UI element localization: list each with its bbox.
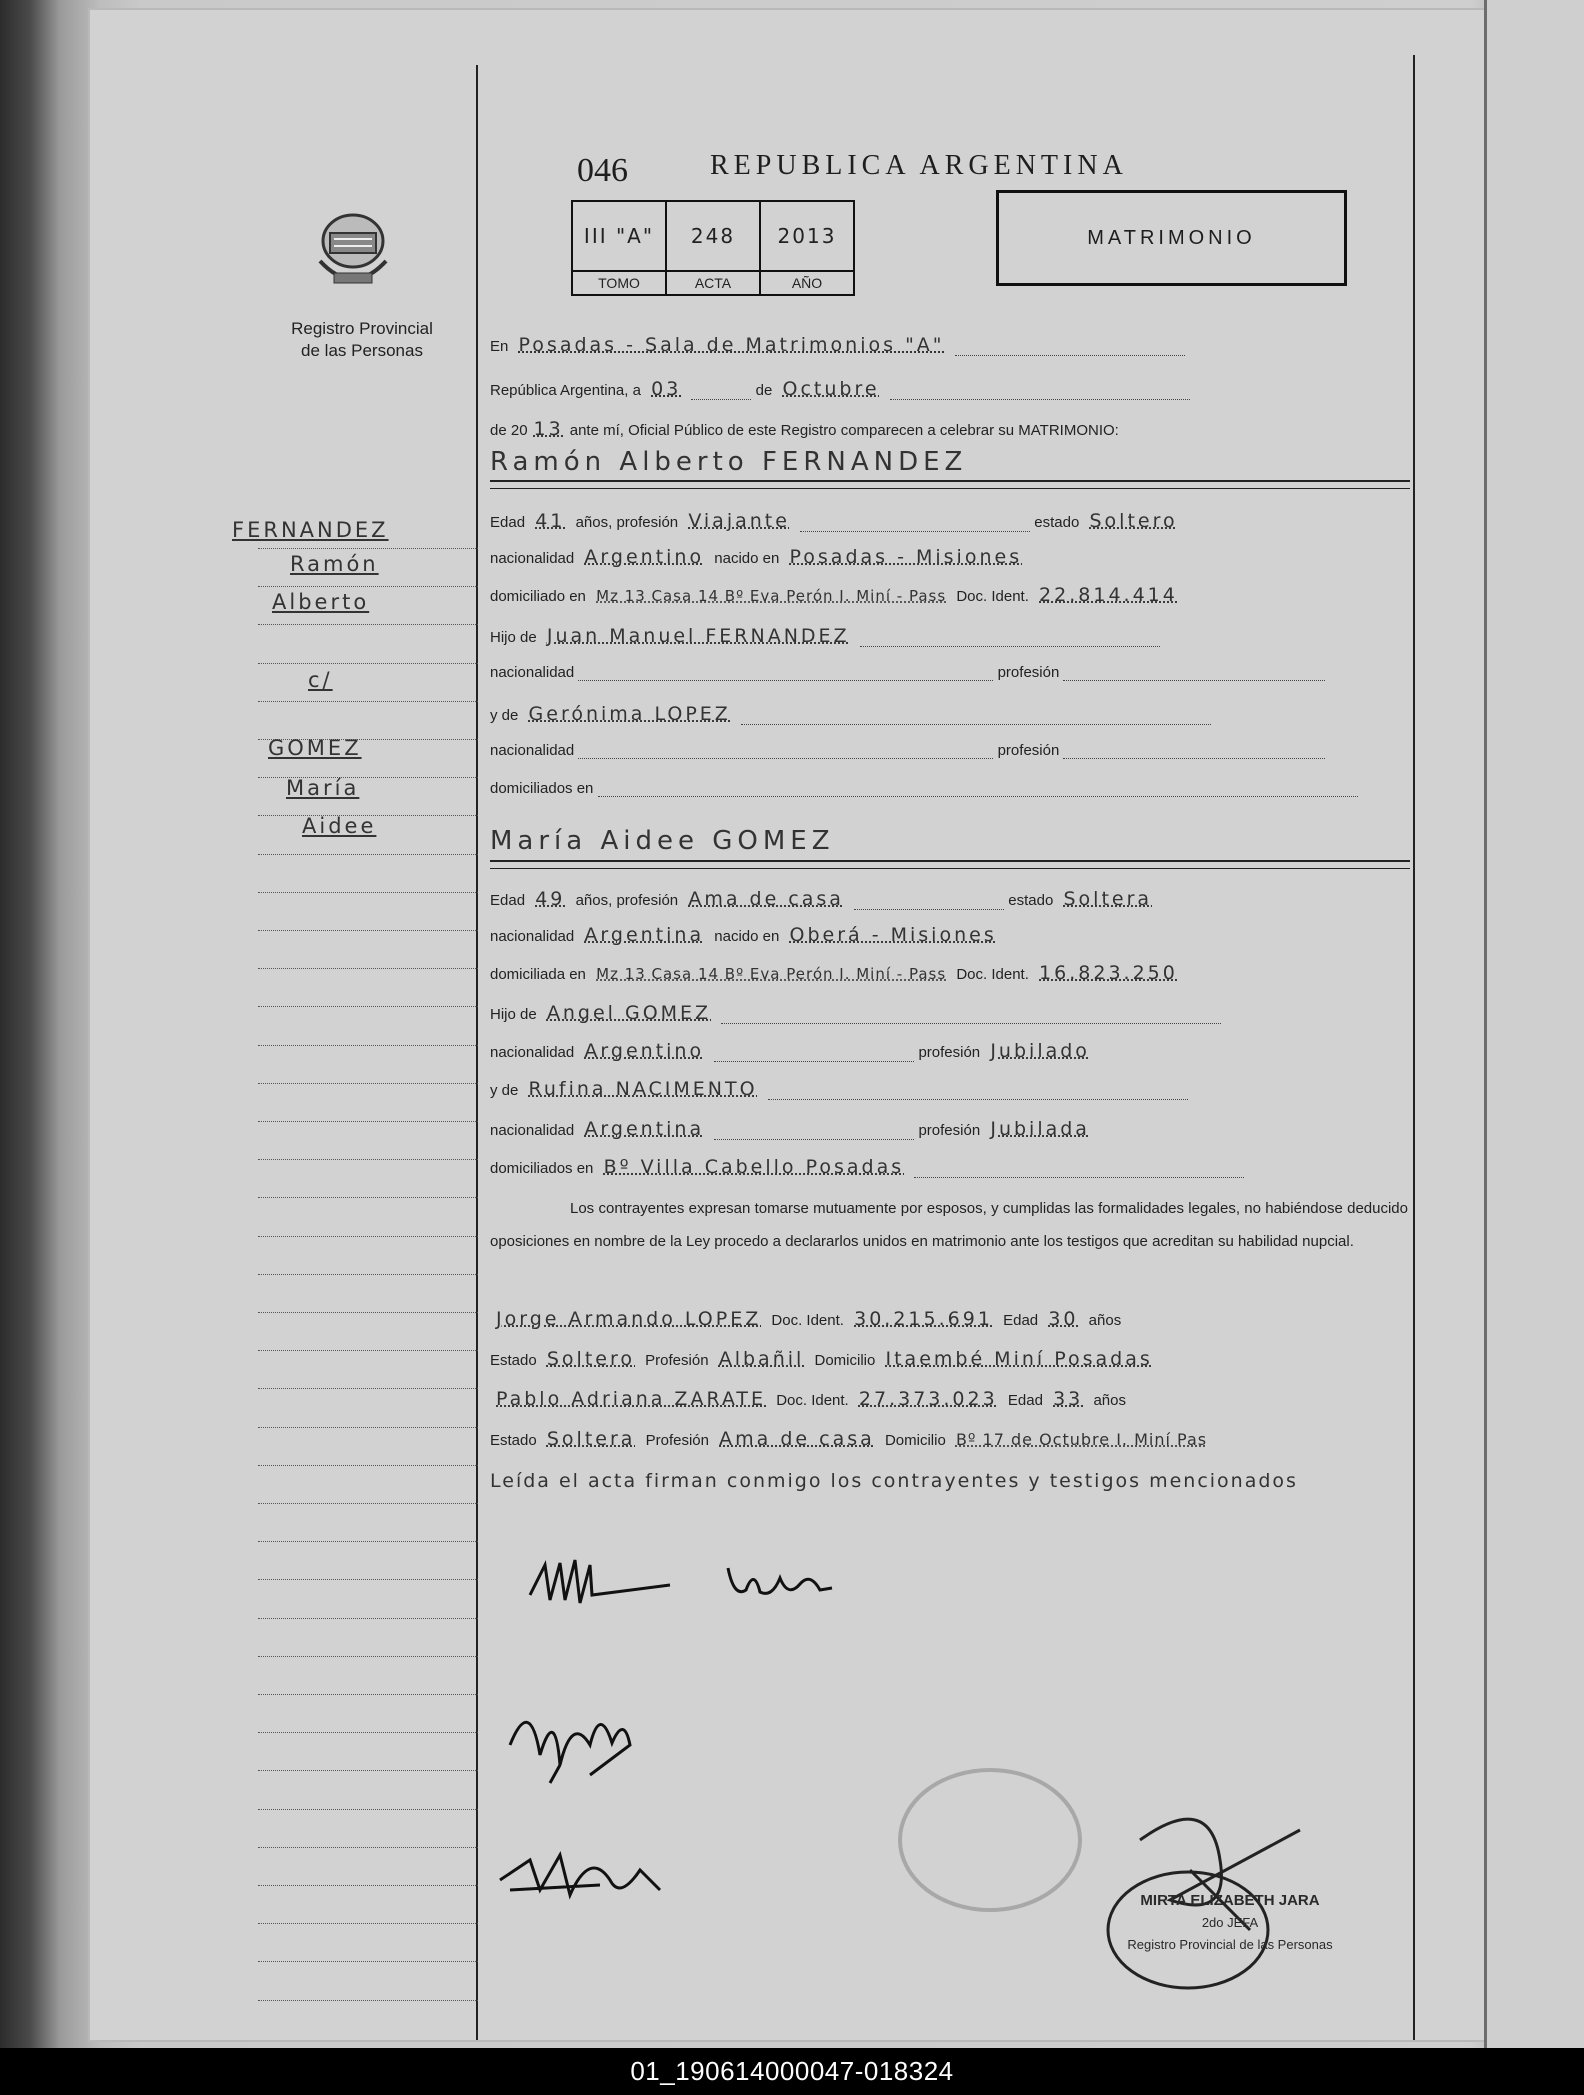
witness-2-doc: 27.373.023: [858, 1388, 998, 1410]
registry-line-2: de las Personas: [301, 341, 423, 360]
groom-domicilio: Mz 13 Casa 14 Bº Eva Perón I. Miní - Pass: [596, 587, 947, 605]
margin-ruled-line: [258, 892, 478, 894]
witness-2-doc-label: Doc. Ident.: [776, 1392, 849, 1409]
bride-nationality-row: [490, 924, 1003, 952]
groom-age-row: [490, 510, 1184, 538]
groom-profesion-label: años, profesión: [575, 514, 679, 531]
acta-value: 248: [690, 224, 736, 248]
witness-1-anios-label: años: [1088, 1312, 1122, 1329]
groom-nationality-row: [490, 546, 1028, 574]
bride-domiciliados: Bº Villa Cabello Posadas: [603, 1156, 905, 1178]
bride-doc-label: Doc. Ident.: [956, 966, 1029, 983]
margin-ruled-line: [258, 663, 478, 665]
official-stamp: [1105, 1890, 1355, 1956]
adjacent-page-edge: [1484, 0, 1584, 2048]
document-type-box: MATRIMONIO: [996, 190, 1347, 286]
margin-ruled-line: [258, 1503, 478, 1505]
tomo-label: TOMO: [573, 270, 665, 294]
margin-note-connector: c/: [308, 668, 333, 692]
place-row: [490, 334, 1185, 362]
bride-father-prof-label: profesión: [918, 1044, 981, 1061]
margin-rule: [476, 65, 478, 2040]
republica-label: República Argentina, a: [490, 382, 641, 399]
bride-estado-label: estado: [1008, 892, 1054, 909]
margin-ruled-line: [258, 1312, 478, 1314]
groom-doc-label: Doc. Ident.: [956, 588, 1029, 605]
groom-doc: 22.814.414: [1039, 584, 1178, 606]
margin-ruled-line: [258, 854, 478, 856]
faded-seal-icon: [890, 1760, 1090, 1920]
margin-ruled-line: [258, 1388, 478, 1390]
bride-mother: Rufina NACIMENTO: [528, 1078, 758, 1100]
margin-ruled-line: [258, 1274, 478, 1276]
bride-edad: 49: [535, 888, 566, 910]
bride-mother-nac-label: nacionalidad: [490, 1122, 575, 1139]
signature-1-icon: [520, 1545, 680, 1615]
acta-label: ACTA: [667, 270, 759, 294]
bride-full-name: María Aidee GOMEZ: [490, 826, 835, 856]
groom-rule-2: [490, 488, 1410, 489]
bride-father: Angel GOMEZ: [546, 1002, 712, 1024]
anio-label: AÑO: [761, 270, 853, 294]
margin-ruled-line: [258, 1770, 478, 1772]
margin-ruled-line: [258, 1121, 478, 1123]
margin-note-name-1: Ramón: [290, 552, 379, 576]
bride-rule-2: [490, 868, 1410, 869]
witness-2-profesion: Ama de casa: [719, 1428, 875, 1450]
groom-domicilio-label: domiciliado en: [490, 588, 586, 605]
year-prefix: de 20: [490, 422, 528, 439]
country-title: REPUBLICA ARGENTINA: [710, 150, 1128, 181]
bride-hijo-label: Hijo de: [490, 1006, 537, 1023]
groom-profesion: Viajante: [688, 510, 790, 532]
groom-mother-row: [490, 703, 1211, 731]
margin-ruled-line: [258, 1236, 478, 1238]
witness-2-row-1: [490, 1388, 1126, 1416]
witness-2-estado-label: Estado: [490, 1432, 537, 1449]
bride-father-nac: Argentino: [584, 1040, 705, 1062]
witness-1-estado-label: Estado: [490, 1352, 537, 1369]
footer-bar: [0, 2048, 1584, 2095]
margin-ruled-line: [258, 1159, 478, 1161]
margin-ruled-line: [258, 1465, 478, 1467]
groom-edad: 41: [535, 510, 566, 532]
month-value: Octubre: [782, 378, 880, 400]
witness-1-profesion-label: Profesión: [645, 1352, 709, 1369]
witness-1-domicilio-label: Domicilio: [814, 1352, 876, 1369]
groom-father-nac-label: nacionalidad: [490, 664, 575, 681]
margin-ruled-line: [258, 1847, 478, 1849]
day-value: 03: [651, 378, 682, 400]
bride-father-row: [490, 1002, 1221, 1030]
margin-ruled-line: [258, 1045, 478, 1047]
margin-ruled-line: [258, 1083, 478, 1085]
margin-ruled-line: [258, 624, 478, 626]
witness-2-domicilio-label: Domicilio: [884, 1432, 946, 1449]
groom-nacionalidad-label: nacionalidad: [490, 550, 575, 567]
bride-domicilio-label: domiciliada en: [490, 966, 586, 983]
signature-4-icon: [490, 1840, 690, 1920]
year-suffix: 13: [533, 418, 564, 440]
margin-ruled-line: [258, 1885, 478, 1887]
witness-2-edad-label: Edad: [1007, 1392, 1043, 1409]
margin-ruled-line: [258, 548, 478, 550]
witness-2-estado: Soltera: [546, 1428, 636, 1450]
groom-father-prof-label: profesión: [997, 664, 1060, 681]
margin-ruled-line: [258, 1006, 478, 1008]
bride-edad-label: Edad: [490, 892, 526, 909]
groom-rule-1: [490, 480, 1410, 482]
margin-ruled-line: [258, 2000, 478, 2002]
groom-domiciliados-label: domiciliados en: [490, 780, 594, 797]
witness-2-anios-label: años: [1093, 1392, 1126, 1409]
bride-yde-label: y de: [490, 1082, 519, 1099]
bride-mother-row: [490, 1078, 1188, 1106]
groom-estado-label: estado: [1034, 514, 1080, 531]
official-name: MIRTA ELIZABETH JARA: [1140, 1892, 1320, 1909]
bride-mother-nac: Argentina: [584, 1118, 705, 1140]
bride-parents-address-row: [490, 1156, 1244, 1184]
intro-tail: ante mí, Oficial Público de este Registro comparecen a celebrar su MATRIMONIO:: [569, 422, 1119, 439]
tomo-value: III "A": [583, 224, 655, 248]
province-seal-icon: [310, 205, 396, 303]
witness-1-edad: 30: [1048, 1308, 1079, 1330]
signature-3-icon: [500, 1685, 690, 1785]
bride-father-nac-label: nacionalidad: [490, 1044, 575, 1061]
witness-1-edad-label: Edad: [1003, 1312, 1039, 1329]
declaration-text: Los contrayentes expresan tomarse mutuamente por esposos, y cumplidas las formalidades legales, no habiéndose deducido oposiciones en nombre de la Ley procedo a declararlos unidos en matrimonio ante los testigos que acreditan su habilidad nupcial.: [490, 1200, 1408, 1250]
closing-note: Leída el acta firman conmigo los contrayentes y testigos mencionados: [490, 1470, 1298, 1492]
margin-note-name-4: Aidee: [302, 814, 377, 838]
groom-nacido: Posadas - Misiones: [789, 546, 1023, 568]
footer-id: 01_190614000047-018324: [630, 2056, 954, 2086]
bride-nacionalidad: Argentina: [584, 924, 705, 946]
bride-age-row: [490, 888, 1158, 916]
margin-ruled-line: [258, 1427, 478, 1429]
bride-domicilio: Mz 13 Casa 14 Bº Eva Perón I. Miní - Pass: [596, 965, 947, 983]
bride-mother-prof-label: profesión: [918, 1122, 981, 1139]
margin-ruled-line: [258, 1694, 478, 1696]
bride-father-prof: Jubilado: [990, 1040, 1090, 1062]
place-value: Posadas - Sala de Matrimonios "A": [518, 334, 945, 356]
witness-1-name: Jorge Armando LOPEZ: [496, 1308, 762, 1330]
groom-nacionalidad: Argentino: [584, 546, 705, 568]
margin-ruled-line: [258, 1732, 478, 1734]
record-reference-box: [571, 200, 855, 296]
witness-2-edad: 33: [1053, 1388, 1084, 1410]
bride-mother-nat-row: [490, 1118, 1096, 1146]
witness-1-domicilio: Itaembé Miní Posadas: [885, 1348, 1153, 1370]
anio-value: 2013: [777, 224, 837, 248]
margin-ruled-line: [258, 1656, 478, 1658]
groom-father-row: [490, 625, 1160, 653]
margin-ruled-line: [258, 1618, 478, 1620]
groom-mother-nac-label: nacionalidad: [490, 742, 575, 759]
margin-note-name-2: Alberto: [272, 590, 370, 614]
bride-rule-1: [490, 860, 1410, 862]
groom-parents-address-row: [490, 780, 1358, 808]
bride-profesion-label: años, profesión: [575, 892, 679, 909]
bride-nacionalidad-label: nacionalidad: [490, 928, 575, 945]
witness-1-estado: Soltero: [546, 1348, 635, 1370]
groom-mother-prof-label: profesión: [997, 742, 1060, 759]
bride-name-row: [490, 826, 835, 862]
witness-1-row-2: [490, 1348, 1159, 1376]
bride-mother-prof: Jubilada: [990, 1118, 1090, 1140]
margin-ruled-line: [258, 930, 478, 932]
witness-1-row-1: [490, 1308, 1121, 1336]
margin-note-surname-2: GOMEZ: [268, 736, 362, 760]
folio-number: 046: [577, 152, 628, 189]
bride-doc: 16.823.250: [1039, 962, 1178, 984]
tomo-cell: [573, 202, 667, 294]
groom-hijo-label: Hijo de: [490, 629, 537, 646]
groom-address-row: [490, 584, 1184, 612]
margin-ruled-line: [258, 968, 478, 970]
groom-yde-label: y de: [490, 707, 519, 724]
witness-1-profesion: Albañil: [718, 1348, 805, 1370]
bride-nacido-label: nacido en: [714, 928, 780, 945]
margin-ruled-line: [258, 1541, 478, 1543]
margin-ruled-line: [258, 1350, 478, 1352]
signature-2-icon: [720, 1548, 850, 1608]
groom-father-nat-row: [490, 664, 1325, 692]
witness-2-row-2: [490, 1428, 1213, 1456]
witness-1-doc-label: Doc. Ident.: [771, 1312, 844, 1329]
margin-note-name-3: María: [286, 776, 360, 800]
groom-edad-label: Edad: [490, 514, 526, 531]
year-row: [490, 418, 1119, 446]
anio-cell: [761, 202, 853, 294]
margin-ruled-line: [258, 1923, 478, 1925]
bride-profesion: Ama de casa: [688, 888, 844, 910]
bride-estado: Soltera: [1063, 888, 1153, 910]
margin-note-surname-1: FERNANDEZ: [232, 518, 389, 542]
acta-cell: [667, 202, 761, 294]
groom-full-name: Ramón Alberto FERNANDEZ: [490, 447, 968, 477]
bride-nacido: Oberá - Misiones: [789, 924, 997, 946]
witness-2-name: Pablo Adriana ZARATE: [496, 1388, 767, 1410]
groom-mother: Gerónima LOPEZ: [528, 703, 731, 725]
groom-mother-nat-row: [490, 742, 1325, 770]
groom-nacido-label: nacido en: [714, 550, 780, 567]
margin-ruled-line: [258, 1579, 478, 1581]
bride-address-row: [490, 962, 1184, 990]
margin-ruled-line: [258, 701, 478, 703]
right-rule: [1413, 55, 1415, 2040]
date-row: [490, 378, 1190, 406]
groom-father: Juan Manuel FERNANDEZ: [546, 625, 850, 647]
margin-ruled-line: [258, 1809, 478, 1811]
groom-name-row: [490, 447, 967, 483]
groom-estado: Soltero: [1089, 510, 1178, 532]
registry-label: [262, 318, 462, 362]
en-label: En: [490, 338, 509, 355]
bride-domiciliados-label: domiciliados en: [490, 1160, 594, 1177]
margin-ruled-line: [258, 1197, 478, 1199]
witness-2-profesion-label: Profesión: [645, 1432, 709, 1449]
witness-2-domicilio: Bº 17 de Octubre I. Miní Pas: [955, 1430, 1208, 1449]
margin-ruled-line: [258, 586, 478, 588]
witness-1-doc: 30.215.691: [854, 1308, 993, 1330]
registry-line-1: Registro Provincial: [291, 319, 433, 338]
official-title: 2do JEFA: [1201, 1915, 1259, 1930]
bride-father-nat-row: [490, 1040, 1096, 1068]
margin-ruled-line: [258, 1961, 478, 1963]
de-label: de: [755, 382, 773, 399]
official-office: Registro Provincial de las Personas: [1127, 1937, 1333, 1952]
